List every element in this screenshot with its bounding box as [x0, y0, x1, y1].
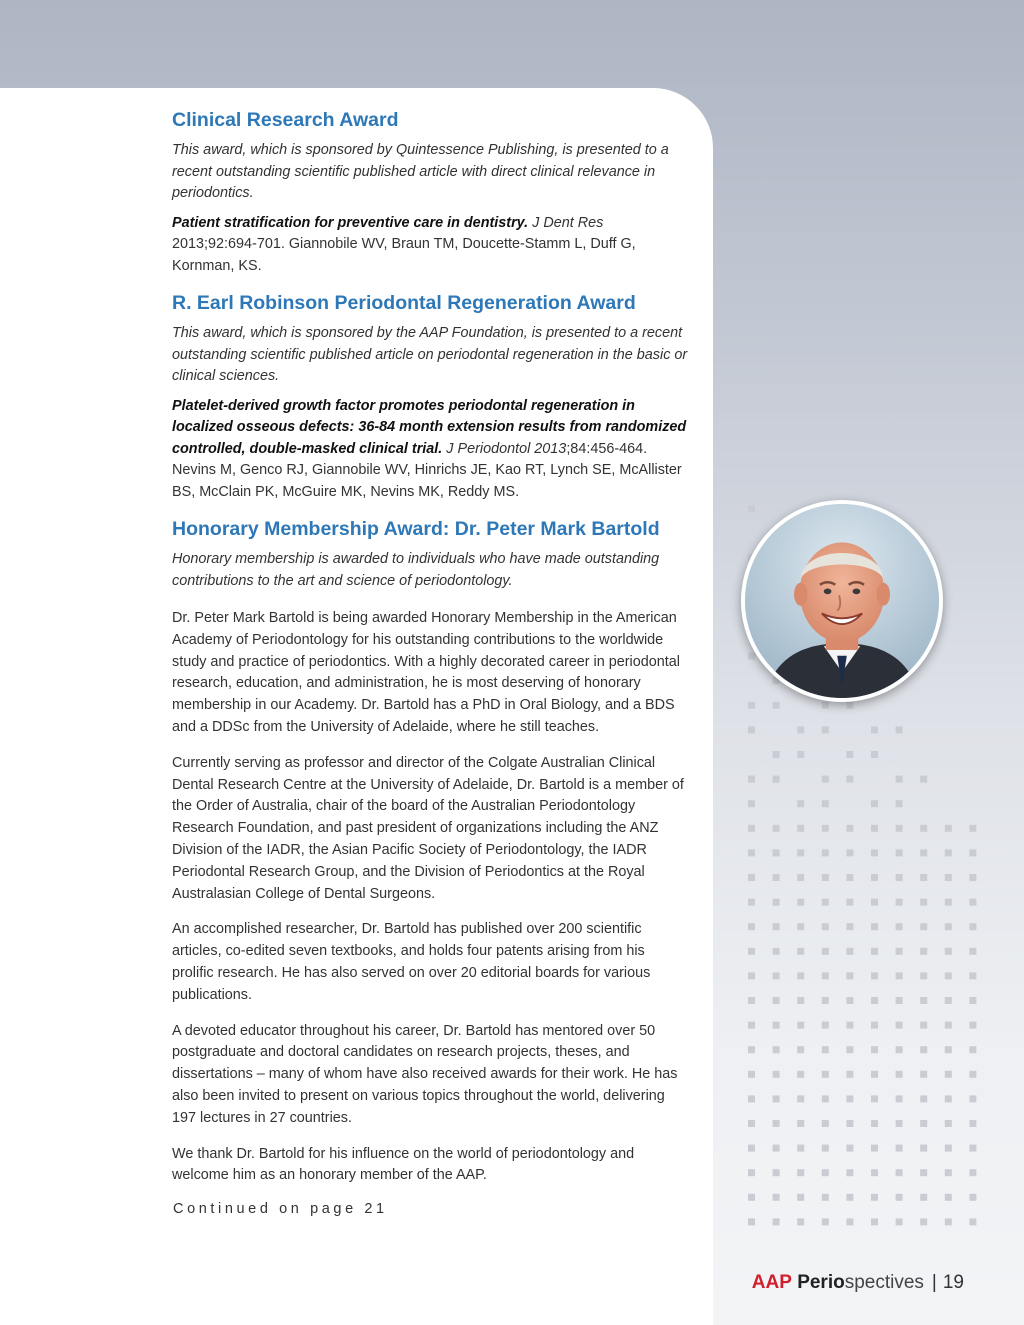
- decorative-dot: [920, 997, 927, 1004]
- decorative-dot: [920, 1120, 927, 1127]
- decorative-dot: [896, 1095, 903, 1102]
- brand-aap: AAP: [751, 1272, 792, 1293]
- decorative-dot: [945, 923, 952, 930]
- decorative-dot: [871, 1046, 878, 1053]
- decorative-dot: [871, 1022, 878, 1029]
- decorative-dot: [945, 948, 952, 955]
- decorative-dot: [896, 874, 903, 881]
- decorative-dot: [896, 948, 903, 955]
- decorative-dot: [896, 1169, 903, 1176]
- decorative-dot: [896, 923, 903, 930]
- decorative-dot: [822, 874, 829, 881]
- decorative-dot: [846, 874, 853, 881]
- decorative-dot: [896, 997, 903, 1004]
- decorative-dot: [969, 997, 976, 1004]
- award-citation: [172, 213, 690, 278]
- decorative-dot: [822, 1169, 829, 1176]
- journal-name: J Dent Res: [532, 214, 604, 231]
- decorative-dot: [846, 776, 853, 783]
- decorative-dot: [773, 849, 780, 856]
- decorative-dot: [797, 849, 804, 856]
- brand-perio: Perio: [797, 1272, 845, 1293]
- decorative-dot: [797, 997, 804, 1004]
- decorative-dot: [822, 923, 829, 930]
- decorative-dot: [920, 1169, 927, 1176]
- decorative-dot: [773, 874, 780, 881]
- decorative-dot: [920, 1046, 927, 1053]
- decorative-dot: [797, 972, 804, 979]
- decorative-dot: [797, 726, 804, 733]
- decorative-dot: [871, 972, 878, 979]
- body-paragraph: Currently serving as professor and director of the Colgate Australian Clinical Dental Research Centre at the University of Adelaide, Dr. Bartold is a member of the Order of Australia, chair of the board of the Australian Periodontology Research Foundation, and past president of organizations including the ANZ Division of the IADR, the Asian Pacific Society of Periodontology, the IADR Periodontal Research Group, and the Division of Periodontics at the Royal Australasian College of Dental Surgeons.: [172, 754, 684, 902]
- decorative-dot: [969, 1095, 976, 1102]
- decorative-dot: [945, 1218, 952, 1225]
- decorative-dot: [797, 923, 804, 930]
- decorative-dot: [896, 1022, 903, 1029]
- decorative-dot: [871, 849, 878, 856]
- decorative-dot: [920, 1194, 927, 1201]
- decorative-dot: [920, 825, 927, 832]
- decorative-dot: [773, 948, 780, 955]
- decorative-dot: [797, 751, 804, 758]
- decorative-dot: [846, 1095, 853, 1102]
- decorative-dot: [846, 849, 853, 856]
- decorative-dot: [945, 1120, 952, 1127]
- decorative-dot: [797, 1071, 804, 1078]
- decorative-dot: [896, 972, 903, 979]
- decorative-dot: [920, 1218, 927, 1225]
- decorative-dot: [920, 1022, 927, 1029]
- decorative-dot: [920, 899, 927, 906]
- decorative-dot: [871, 751, 878, 758]
- decorative-dot: [945, 1022, 952, 1029]
- decorative-dot: [896, 825, 903, 832]
- decorative-dot: [920, 1071, 927, 1078]
- decorative-dot: [773, 1194, 780, 1201]
- decorative-dot: [773, 1169, 780, 1176]
- footer-separator: |: [931, 1272, 937, 1293]
- decorative-dot: [822, 1095, 829, 1102]
- decorative-dot: [871, 948, 878, 955]
- decorative-dot: [822, 800, 829, 807]
- decorative-dot: [969, 948, 976, 955]
- section-title: Clinical Research Award: [172, 109, 399, 131]
- decorative-dot: [797, 825, 804, 832]
- decorative-dot: [773, 1071, 780, 1078]
- decorative-dot: [896, 800, 903, 807]
- decorative-dot: [945, 1046, 952, 1053]
- decorative-dot: [846, 751, 853, 758]
- decorative-dot: [871, 800, 878, 807]
- decorative-dot: [969, 849, 976, 856]
- decorative-dot: [748, 800, 755, 807]
- decorative-dot: [822, 849, 829, 856]
- decorative-dot: [896, 1194, 903, 1201]
- decorative-dot: [871, 923, 878, 930]
- decorative-dot: [846, 825, 853, 832]
- decorative-dot: [822, 825, 829, 832]
- decorative-dot: [896, 1145, 903, 1152]
- paper-title: Platelet-derived growth factor promotes periodontal regeneration in localized osseous defects: 36-84 month extension results from randomized controlled, double-masked clinical trial.: [172, 397, 687, 457]
- decorative-dot: [773, 1120, 780, 1127]
- decorative-dot: [748, 702, 755, 709]
- decorative-dot: [748, 776, 755, 783]
- decorative-dot: [871, 1145, 878, 1152]
- decorative-dot: [846, 702, 853, 709]
- section-intro: This award, which is sponsored by the AAP Foundation, is presented to a recent outstanding scientific published article on periodontal regeneration in the basic or clinical sciences.: [172, 325, 688, 384]
- decorative-dot: [920, 776, 927, 783]
- decorative-dot: [945, 849, 952, 856]
- decorative-dot: [969, 1071, 976, 1078]
- section-intro: This award, which is sponsored by Quintessence Publishing, is presented to a recent outstanding scientific published article with direct clinical relevance in periodontics.: [172, 142, 669, 201]
- decorative-dot: [797, 1095, 804, 1102]
- regeneration-award-section: [172, 291, 690, 503]
- decorative-dot: [969, 1169, 976, 1176]
- decorative-dot: [748, 972, 755, 979]
- decorative-dot: [773, 923, 780, 930]
- decorative-dot: [822, 726, 829, 733]
- decorative-dot: [773, 1218, 780, 1225]
- decorative-dot: [748, 1120, 755, 1127]
- decorative-dot: [846, 1022, 853, 1029]
- section-title: Honorary Membership Award: Dr. Peter Mark Bartold: [172, 518, 660, 540]
- decorative-dot: [945, 997, 952, 1004]
- decorative-dot: [896, 1120, 903, 1127]
- decorative-dot: [945, 972, 952, 979]
- decorative-dot: [822, 702, 829, 709]
- decorative-dot: [748, 899, 755, 906]
- decorative-dot: [797, 1169, 804, 1176]
- decorative-dot: [797, 874, 804, 881]
- decorative-dot: [748, 1194, 755, 1201]
- page-footer: [752, 1272, 964, 1294]
- decorative-dot: [748, 874, 755, 881]
- decorative-dot: [773, 972, 780, 979]
- decorative-dot: [969, 899, 976, 906]
- decorative-dot: [871, 726, 878, 733]
- brand-spectives: spectives: [844, 1272, 924, 1293]
- decorative-dot: [748, 505, 755, 512]
- decorative-dot: [969, 1022, 976, 1029]
- decorative-dot: [773, 751, 780, 758]
- decorative-dot: [797, 1145, 804, 1152]
- decorative-dot: [822, 1194, 829, 1201]
- decorative-dot: [871, 874, 878, 881]
- decorative-dot: [969, 923, 976, 930]
- decorative-dot: [748, 726, 755, 733]
- citation-details: ;84:456-464. Nevins M, Genco RJ, Giannobile WV, Hinrichs JE, Kao RT, Lynch SE, McAllister BS, McClain PK, McGuire MK, Nevins MK, Reddy MS.: [172, 440, 682, 500]
- decorative-dot: [920, 874, 927, 881]
- decorative-dot: [797, 1194, 804, 1201]
- clinical-research-award-section: [172, 108, 690, 277]
- decorative-dot: [773, 1145, 780, 1152]
- decorative-dot: [822, 1120, 829, 1127]
- decorative-dot: [896, 899, 903, 906]
- decorative-dot: [797, 1218, 804, 1225]
- decorative-dot: [846, 972, 853, 979]
- decorative-dot: [773, 702, 780, 709]
- decorative-dot: [969, 1145, 976, 1152]
- decorative-dot: [797, 800, 804, 807]
- decorative-dot: [773, 899, 780, 906]
- decorative-dot: [748, 948, 755, 955]
- decorative-dot: [846, 997, 853, 1004]
- decorative-dot: [822, 1046, 829, 1053]
- continued-note: Continued on page 21: [173, 1201, 388, 1217]
- decorative-dot: [969, 972, 976, 979]
- decorative-dot: [896, 849, 903, 856]
- body-paragraph: A devoted educator throughout his career, Dr. Bartold has mentored over 50 postgraduate and doctoral candidates on research projects, theses, and dissertations – many of whom have also received awards for their work. He has also been invited to present on various topics throughout the world, delivering 197 lectures in 27 countries.: [172, 1022, 678, 1126]
- decorative-dot: [797, 948, 804, 955]
- page-number: 19: [942, 1272, 964, 1293]
- decorative-dot: [945, 1071, 952, 1078]
- decorative-dot: [920, 972, 927, 979]
- decorative-dot: [945, 874, 952, 881]
- decorative-dot: [945, 825, 952, 832]
- journal-name: J Periodontol 2013: [446, 440, 567, 457]
- decorative-dot: [969, 1218, 976, 1225]
- body-paragraph: Dr. Peter Mark Bartold is being awarded Honorary Membership in the American Academy of Periodontology for his outstanding contributions to the worldwide study and practice of periodontics. With a highly decorated career in periodontal research, education, and administration, he is most deserving of honorary membership in our Academy. Dr. Bartold has a PhD in Oral Biology, and a BDS and a DDSc from the University of Adelaide, where he still teaches.: [172, 610, 680, 735]
- decorative-dot: [748, 1022, 755, 1029]
- decorative-dot: [920, 948, 927, 955]
- body-paragraph: We thank Dr. Bartold for his influence on the world of periodontology and welcome him as an honorary member of the AAP.: [172, 1145, 635, 1184]
- award-citation: [172, 396, 690, 504]
- body-paragraph: An accomplished researcher, Dr. Bartold has published over 200 scientific articles, co-edited seven textbooks, and holds four patents arising from his prolific research. He has also served on over 20 editorial boards for various publications.: [172, 921, 651, 1003]
- decorative-dot: [773, 1095, 780, 1102]
- decorative-dot: [846, 1120, 853, 1127]
- decorative-dot: [846, 899, 853, 906]
- decorative-dot: [920, 1145, 927, 1152]
- decorative-dot: [871, 997, 878, 1004]
- decorative-dot: [846, 1145, 853, 1152]
- decorative-dot: [896, 776, 903, 783]
- decorative-dot: [748, 849, 755, 856]
- decorative-dot: [748, 653, 755, 660]
- decorative-dot: [748, 1046, 755, 1053]
- decorative-dot: [822, 1022, 829, 1029]
- decorative-dot: [773, 776, 780, 783]
- decorative-dot: [969, 1046, 976, 1053]
- decorative-dot: [822, 776, 829, 783]
- decorative-dot: [773, 997, 780, 1004]
- decorative-dot: [896, 726, 903, 733]
- decorative-dot: [871, 1071, 878, 1078]
- decorative-dot: [871, 1218, 878, 1225]
- decorative-dot: [797, 1120, 804, 1127]
- decorative-dot: [945, 899, 952, 906]
- decorative-dot: [846, 1071, 853, 1078]
- decorative-dot: [748, 997, 755, 1004]
- section-title: R. Earl Robinson Periodontal Regeneration Award: [172, 292, 636, 314]
- paper-title: Patient stratification for preventive care in dentistry.: [172, 214, 529, 231]
- decorative-dot: [846, 1218, 853, 1225]
- decorative-dot: [846, 1046, 853, 1053]
- decorative-dot: [896, 1071, 903, 1078]
- decorative-dot: [822, 1145, 829, 1152]
- decorative-dot: [822, 1071, 829, 1078]
- citation-details: 2013;92:694-701. Giannobile WV, Braun TM, Doucette-Stamm L, Duff G, Kornman, KS.: [172, 236, 636, 274]
- article-body: [172, 108, 690, 1201]
- decorative-dot: [871, 899, 878, 906]
- decorative-dot: [822, 997, 829, 1004]
- decorative-dot: [871, 825, 878, 832]
- decorative-dot: [748, 1095, 755, 1102]
- decorative-dot: [773, 1022, 780, 1029]
- portrait-photo: [741, 500, 943, 702]
- decorative-dot: [969, 825, 976, 832]
- honorary-membership-section: [172, 517, 690, 1187]
- decorative-dot: [748, 1218, 755, 1225]
- decorative-dot: [969, 1194, 976, 1201]
- decorative-dot: [920, 1095, 927, 1102]
- decorative-dot: [945, 1194, 952, 1201]
- decorative-dot: [871, 1095, 878, 1102]
- decorative-dot: [797, 899, 804, 906]
- decorative-dot: [945, 1169, 952, 1176]
- decorative-dot: [773, 1046, 780, 1053]
- decorative-dot: [748, 1071, 755, 1078]
- decorative-dot: [871, 1169, 878, 1176]
- decorative-dot: [846, 1169, 853, 1176]
- decorative-dot: [896, 1218, 903, 1225]
- decorative-dot: [846, 1194, 853, 1201]
- decorative-dot: [748, 923, 755, 930]
- decorative-dot: [871, 1120, 878, 1127]
- decorative-dot: [846, 923, 853, 930]
- decorative-dot: [920, 923, 927, 930]
- decorative-dot: [896, 1046, 903, 1053]
- decorative-dot: [748, 1169, 755, 1176]
- decorative-dot: [920, 849, 927, 856]
- decorative-dot: [969, 874, 976, 881]
- decorative-dot: [822, 899, 829, 906]
- decorative-dot: [846, 948, 853, 955]
- section-intro: Honorary membership is awarded to individuals who have made outstanding contributions to the art and science of periodontology.: [172, 551, 660, 589]
- decorative-dot: [822, 948, 829, 955]
- decorative-dot: [945, 1145, 952, 1152]
- decorative-dot: [822, 1218, 829, 1225]
- portrait-illustration: [745, 504, 939, 698]
- decorative-dot: [773, 825, 780, 832]
- decorative-dot: [797, 1046, 804, 1053]
- decorative-dot: [797, 1022, 804, 1029]
- decorative-dot: [871, 1194, 878, 1201]
- decorative-dot: [748, 1145, 755, 1152]
- decorative-dot: [969, 1120, 976, 1127]
- decorative-dot: [945, 1095, 952, 1102]
- decorative-dot: [822, 972, 829, 979]
- decorative-dot: [748, 825, 755, 832]
